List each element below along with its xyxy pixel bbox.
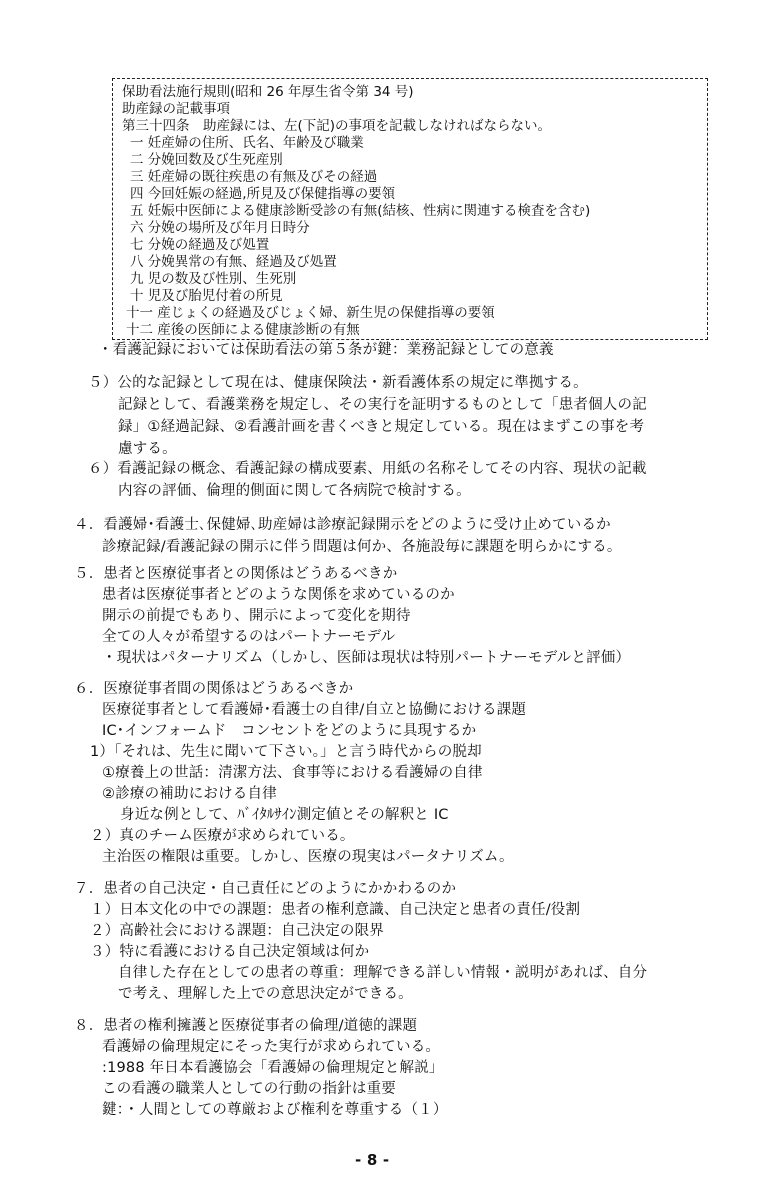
body-line: 記録として、看護業務を規定し、その実行を証明するものとして「患者個人の記 <box>118 397 647 413</box>
body-line: ５．患者と医療従事者との関係はどうあるべきか <box>74 566 398 582</box>
body-line: ２）高齢社会における課題：自己決定の限界 <box>90 923 384 939</box>
box-line: 保助看法施行規則(昭和 26 年厚生省令第 34 号) <box>122 84 414 100</box>
body-line: ２）真のチーム医療が求められている。 <box>90 828 355 844</box>
body-line: ７．患者の自己決定・自己責任にどのようにかかわるのか <box>74 881 457 897</box>
body-line: 録」①経過記録、②看護計画を書くべきと規定している。現在はまずこの事を考 <box>118 419 645 435</box>
body-line: ４．看護婦･看護士､保健婦､助産婦は診療記録開示をどのように受け止めているか <box>74 517 611 533</box>
body-line: ５）公的な記録として現在は、健康保険法・新看護体系の規定に準拠する。 <box>88 375 588 391</box>
box-line: 十一 産じょくの経過及びじょく婦、新生児の保健指導の要領 <box>126 305 495 321</box>
box-line: 助産録の記載事項 <box>122 101 230 117</box>
box-line: 九 児の数及び性別、生死別 <box>130 271 297 287</box>
body-line: ・現状はパターナリズム（しかし、医師は現状は特別パートナーモデルと評価） <box>102 650 631 666</box>
box-line: 六 分娩の場所及び年月日時分 <box>130 220 310 236</box>
box-line: 第三十四条 助産録には、左(下記)の事項を記載しなければならない。 <box>122 118 552 134</box>
body-line: 内容の評価、倫理的側面に関して各病院で検討する。 <box>118 483 471 499</box>
body-line: 看護婦の倫理規定にそった実行が求められている。 <box>102 1039 441 1055</box>
body-line: 1）「それは、先生に聞いて下さい。」と言う時代からの脱却 <box>90 744 482 760</box>
body-line: ①療養上の世話：清潔方法、食事等における看護婦の自律 <box>102 765 483 781</box>
body-line: :1988 年日本看護協会「看護婦の倫理規定と解説」 <box>102 1060 444 1076</box>
body-line: 慮する。 <box>118 441 177 457</box>
box-line: 五 妊娠中医師による健康診断受診の有無(結核、性病に関連する検査を含む) <box>130 203 591 219</box>
box-line: 一 妊産婦の住所、氏名、年齢及び職業 <box>130 135 364 151</box>
body-line: 医療従事者として看護婦･看護士の自律/自立と協働における課題 <box>102 702 527 718</box>
body-line: ６．医療従事者間の関係はどうあるべきか <box>74 681 354 697</box>
body-line: 診療記録/看護記録の開示に伴う問題は何か、各施設毎に課題を明らかにする。 <box>102 539 622 555</box>
body-line: ②診療の補助における自律 <box>102 786 277 802</box>
body-line: で考え、理解した上での意思決定ができる。 <box>118 986 413 1002</box>
body-line: ３）特に看護における自己決定領域は何か <box>90 944 370 960</box>
box-line: 十二 産後の医師による健康診断の有無 <box>126 322 360 338</box>
box-line: 七 分娩の経過及び処置 <box>130 237 270 253</box>
body-line: １）日本文化の中での課題：患者の権利意識、自己決定と患者の責任/役割 <box>90 902 581 918</box>
body-line: ８．患者の権利擁護と医療従事者の倫理/道徳的課題 <box>74 1018 418 1034</box>
box-line: 二 分娩回数及び生死産別 <box>130 152 283 168</box>
box-line: 八 分娩異常の有無、経過及び処置 <box>130 254 337 270</box>
body-line: 鍵：・人間としての尊厳および権利を尊重する（１） <box>102 1102 448 1118</box>
body-line: 自律した存在としての患者の尊重：理解できる詳しい情報・説明があれば、自分 <box>118 965 648 981</box>
body-line: 全ての人々が希望するのはパートナーモデル <box>102 629 396 645</box>
body-line: 開示の前提でもあり、開示によって変化を期待 <box>102 608 411 624</box>
box-line: 四 今回妊娠の経過,所見及び保健指導の要領 <box>130 186 396 202</box>
body-line: この看護の職業人としての行動の指針は重要 <box>102 1081 396 1097</box>
body-line: 身近な例として、ﾊﾞｲﾀﾙｻｲﾝ測定値とその解釈と IC <box>120 807 449 823</box>
body-line: 主治医の権限は重要。しかし、医療の現実はパータナリズム。 <box>102 849 514 865</box>
body-line: ６）看護記録の概念、看護記録の構成要素、用紙の名称そしてその内容、現状の記載 <box>88 461 647 477</box>
page-number: - 8 - <box>355 1151 390 1169</box>
box-line: 十 児及び胎児付着の所見 <box>130 288 283 304</box>
body-line: ・看護記録においては保助看法の第５条が鍵：業務記録としての意義 <box>98 342 554 358</box>
box-line: 三 妊産婦の既往疾患の有無及びその経過 <box>130 169 378 185</box>
body-line: IC･インフォームド コンセントをどのように具現するか <box>102 723 477 739</box>
body-line: 患者は医療従事者とどのような関係を求めているのか <box>102 587 455 603</box>
